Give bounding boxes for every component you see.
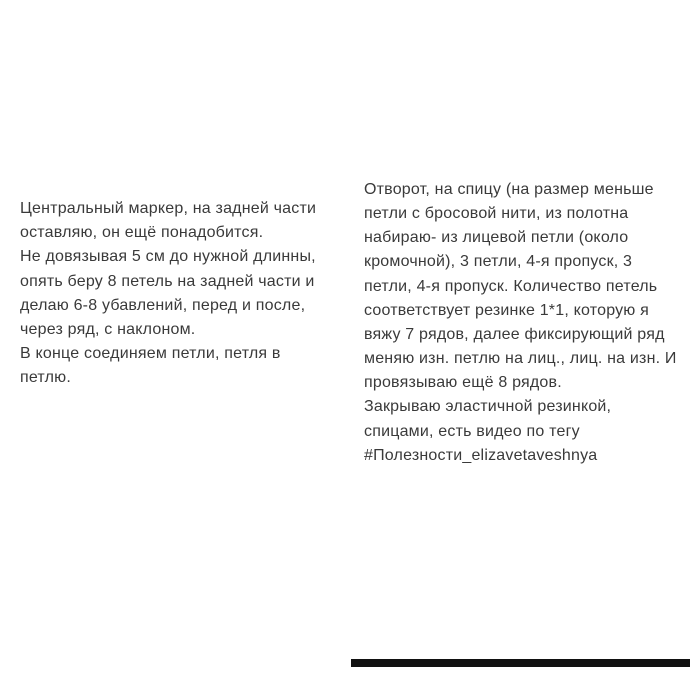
text-line: Центральный маркер, на задней части [20, 200, 317, 217]
text-line: Не довязывая 5 см до нужной длинны, [20, 248, 316, 266]
text-line: соответствует резинке 1*1, которую я [364, 301, 650, 319]
text-line: через ряд, с наклоном. [20, 321, 196, 339]
text-line: оставляю, он ещё понадобится. [20, 224, 264, 242]
text-line: набираю- из лицевой петли (около [364, 229, 629, 247]
text-line: В конце соединяем петли, петля в [20, 345, 281, 363]
right-text-column [364, 178, 690, 468]
hashtag-line: #Полезности_elizavetaveshnya [364, 446, 598, 464]
text-line: меняю изн. петлю на лиц., лиц. на изн. И [364, 350, 677, 368]
text-line: опять беру 8 петель на задней части и [20, 272, 315, 290]
text-line: петли с бросовой нити, из полотна [364, 205, 629, 223]
text-line: делаю 6-8 убавлений, перед и после, [20, 296, 306, 314]
text-line: Закрываю эластичной резинкой, [364, 398, 612, 416]
text-line: провязываю ещё 8 рядов. [364, 374, 562, 392]
text-line: Отворот, на спицу (на размер меньше [364, 181, 654, 198]
left-text-column [20, 197, 345, 391]
text-line: спицами, есть видео по тегу [364, 422, 580, 440]
text-line: петлю. [20, 369, 71, 387]
text-line: вяжу 7 рядов, далее фиксирующий ряд [364, 325, 665, 343]
bottom-divider-bar [351, 659, 690, 667]
text-line: кромочной), 3 петли, 4-я пропуск, 3 [364, 253, 633, 271]
text-line: петли, 4-я пропуск. Количество петель [364, 277, 658, 295]
